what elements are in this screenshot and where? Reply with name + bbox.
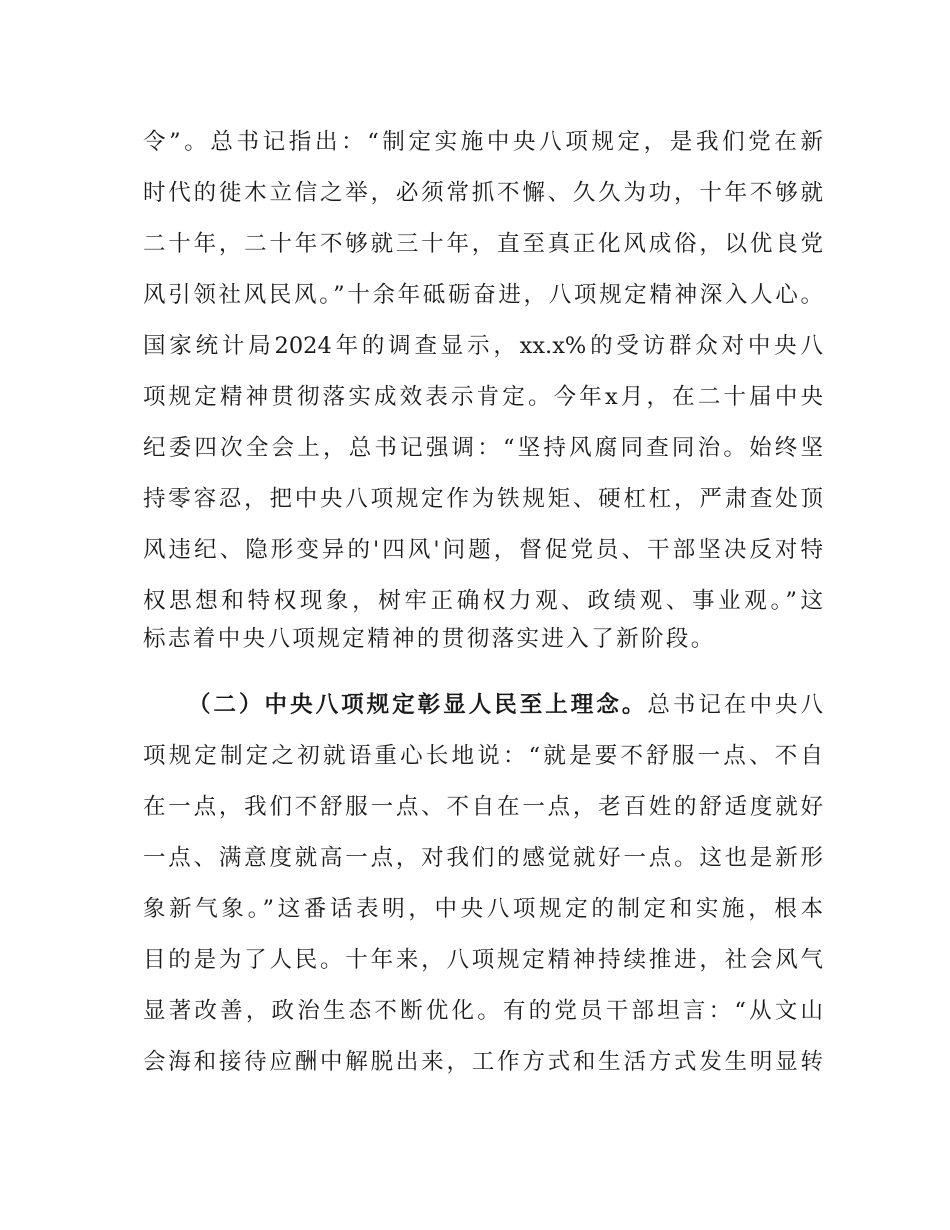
paragraph-2-line-2: 项规定制定之初就语重心长地说：“就是要不舒服一点、不自 — [143, 743, 823, 769]
paragraph-2-line-1-rest: 总书记在中央八 — [647, 692, 823, 718]
paragraph-1-line-10: 权思想和特权现象，树牢正确权力观、政绩观、事业观。”这 — [143, 588, 823, 614]
paragraph-1-line-9: 风违纪、隐形变异的'四风'问题，督促党员、干部坚决反对特 — [143, 537, 823, 563]
paragraph-2-line-3: 在一点，我们不舒服一点、不自在一点，老百姓的舒适度就好 — [143, 794, 823, 820]
paragraph-2-line-5: 象新气象。”这番话表明，中央八项规定的制定和实施，根本 — [143, 896, 823, 922]
paragraph-1-line-4: 风引领社风民风。”十余年砥砺奋进，八项规定精神深入人心。 — [143, 282, 823, 308]
paragraph-2-line-1 — [188, 685, 823, 725]
paragraph-1-line-5: 国家统计局2024年的调查显示，xx.x%的受访群众对中央八 — [143, 333, 823, 359]
paragraph-2-line-7: 显著改善，政治生态不断优化。有的党员干部坦言：“从文山 — [143, 998, 823, 1024]
paragraph-2-line-4: 一点、满意度就高一点，对我们的感觉就好一点。这也是新形 — [143, 845, 823, 871]
paragraph-1-line-6: 项规定精神贯彻落实成效表示肯定。今年x月，在二十届中央 — [143, 384, 823, 410]
paragraph-1-line-8: 持零容忍，把中央八项规定作为铁规矩、硬杠杠，严肃查处顶 — [143, 486, 823, 512]
paragraph-1-line-3: 二十年，二十年不够就三十年，直至真正化风成俗，以优良党 — [143, 231, 823, 257]
section-heading: （二）中央八项规定彰显人民至上理念。 — [188, 692, 648, 718]
paragraph-2-line-6: 目的是为了人民。十年来，八项规定精神持续推进，社会风气 — [143, 947, 823, 973]
paragraph-1-line-1: 令”。总书记指出：“制定实施中央八项规定，是我们党在新 — [143, 129, 823, 155]
paragraph-2-line-8: 会海和接待应酬中解脱出来，工作方式和生活方式发生明显转 — [143, 1049, 823, 1075]
paragraph-1-line-11: 标志着中央八项规定精神的贯彻落实进入了新阶段。 — [143, 626, 716, 652]
paragraph-1-line-7: 纪委四次全会上，总书记强调：“坚持风腐同查同治。始终坚 — [143, 435, 823, 461]
paragraph-1-line-2: 时代的徙木立信之举，必须常抓不懈、久久为功，十年不够就 — [143, 180, 823, 206]
